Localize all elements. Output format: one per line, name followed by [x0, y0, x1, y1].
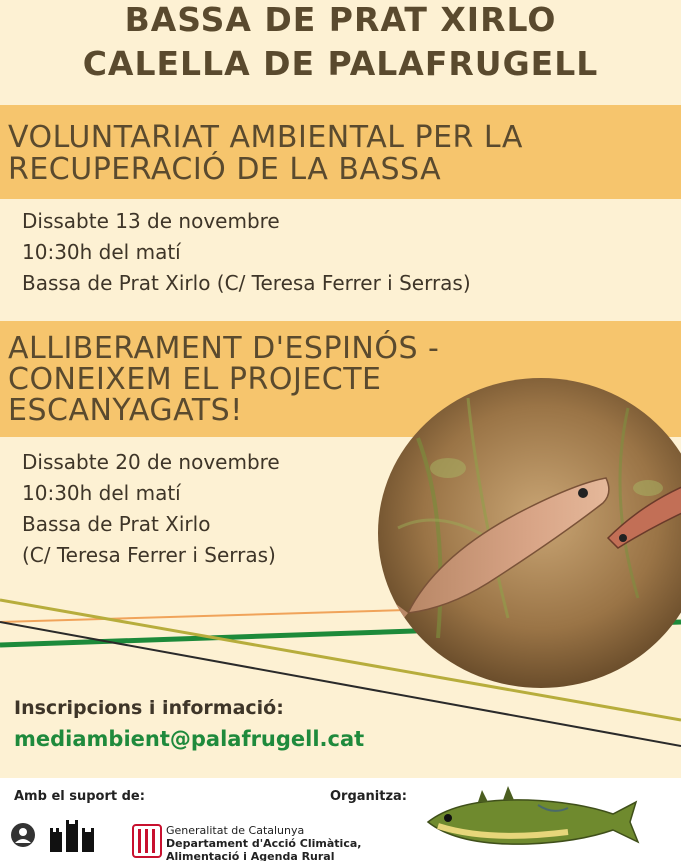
- event2-date: Dissabte 20 de novembre: [22, 450, 280, 474]
- gencat-line3: Alimentació i Agenda Rural: [166, 850, 335, 861]
- support-label: Amb el suport de:: [14, 789, 145, 804]
- gencat-emblem: [132, 824, 162, 858]
- account-icon[interactable]: [10, 822, 36, 848]
- event2-title-line1: ALLIBERAMENT D'ESPINÓS -: [8, 331, 440, 366]
- organizer-label: Organitza:: [330, 789, 408, 804]
- event2-title-line3: ESCANYAGATS!: [8, 393, 243, 428]
- stickleback-logo: [418, 780, 648, 860]
- palafrugell-logo: [46, 818, 98, 858]
- event1-time: 10:30h del matí: [22, 240, 181, 264]
- title-line-2: CALELLA DE PALAFRUGELL: [82, 44, 599, 83]
- event1-date: Dissabte 13 de novembre: [22, 209, 280, 233]
- event2-place-line2: (C/ Teresa Ferrer i Serras): [22, 543, 276, 567]
- event1-title-line1: VOLUNTARIAT AMBIENTAL PER LA: [8, 120, 523, 155]
- title-line-1: BASSA DE PRAT XIRLO: [124, 0, 557, 39]
- contact-label: Inscripcions i informació:: [14, 697, 284, 719]
- event2-time: 10:30h del matí: [22, 481, 181, 505]
- contact-email-link[interactable]: mediambient@palafrugell.cat: [14, 727, 365, 751]
- gencat-line2: Departament d'Acció Climàtica,: [166, 837, 362, 850]
- event2-place-line1: Bassa de Prat Xirlo: [22, 512, 211, 536]
- event1-title-line2: RECUPERACIÓ DE LA BASSA: [8, 152, 442, 187]
- event2-details: [22, 447, 280, 571]
- event1-place: Bassa de Prat Xirlo (C/ Teresa Ferrer i Serras): [22, 271, 471, 295]
- footer: [0, 778, 681, 861]
- event2-title-line2: CONEIXEM EL PROJECTE: [8, 362, 382, 397]
- gencat-line1: Generalitat de Catalunya: [166, 824, 305, 837]
